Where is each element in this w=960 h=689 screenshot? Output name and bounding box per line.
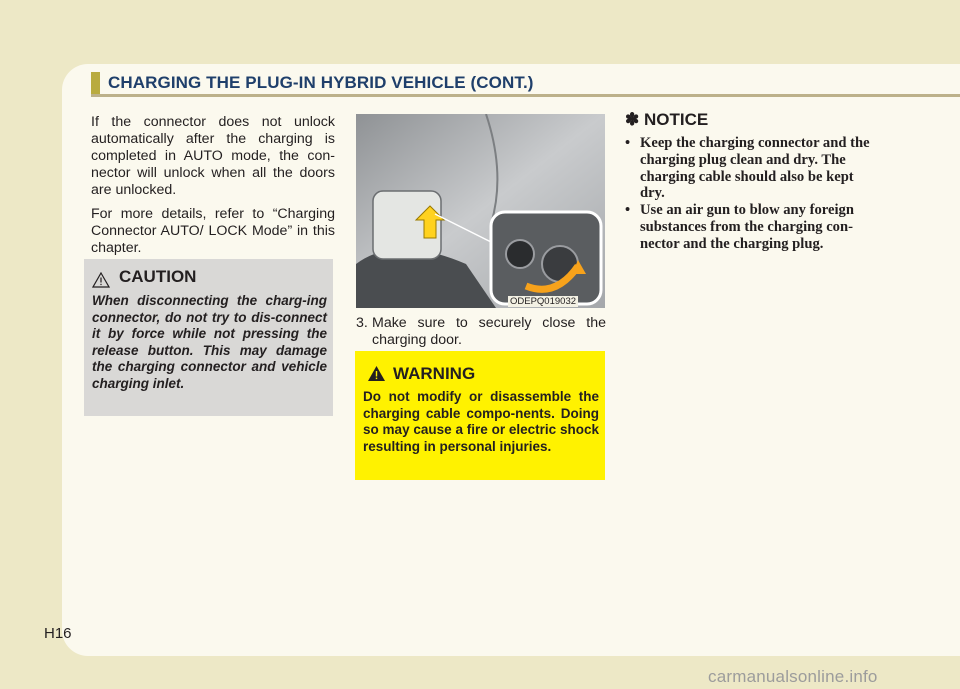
step-number: 3. [356, 315, 368, 331]
bullet-icon: • [625, 135, 631, 151]
warning-title: WARNING [393, 364, 476, 383]
caution-text: When disconnecting the charg-ing connector, do not try to dis-connect it by force while not pressing the release button. This may damage the charging connector and vehicle charging inlet. [92, 293, 327, 391]
notice-item [625, 202, 881, 252]
figure-code: ODEPQ019032 [510, 296, 577, 307]
warning-text: Do not modify or disassemble the charging cable compo-nents. Doing so may cause a fire or electric shock resulting in personal injuries. [363, 389, 599, 454]
notice-item [625, 135, 881, 202]
caution-triangle-icon [92, 272, 110, 288]
charging-door-illustration [356, 114, 605, 308]
warning-triangle-icon [367, 365, 386, 382]
page-number: H16 [44, 625, 72, 642]
watermark: carmanualsonline.info [708, 667, 878, 686]
bullet-icon: • [625, 202, 631, 219]
caution-title: CAUTION [119, 267, 197, 286]
step-text: Make sure to securely close the charging door. [372, 315, 606, 348]
intro-text [91, 114, 335, 264]
notice-item-text: Keep the charging connector and the charging plug clean and dry. The charging cable should also be kept dry. [640, 135, 870, 202]
intro-paragraph-1: If the connector does not unlock automatically after the charging is completed in AUTO mode, the con-nector will unlock when all the doors are unlocked. [91, 114, 335, 198]
warning-box [355, 351, 605, 480]
step-3 [356, 315, 606, 349]
caution-box [84, 259, 333, 416]
header-accent-bar [91, 72, 100, 94]
section-title: CHARGING THE PLUG-IN HYBRID VEHICLE (CONT.) [108, 73, 534, 92]
notice-item-text: Use an air gun to blow any foreign substances from the charging con-nector and the charging plug. [640, 202, 854, 252]
notice-title: ✽ NOTICE [625, 110, 709, 129]
header-rule [91, 94, 960, 97]
charging-door-drawing [356, 114, 605, 308]
notice-list [625, 135, 881, 253]
intro-paragraph-2: For more details, refer to “Charging Connector AUTO/ LOCK Mode” in this chapter. [91, 206, 335, 256]
